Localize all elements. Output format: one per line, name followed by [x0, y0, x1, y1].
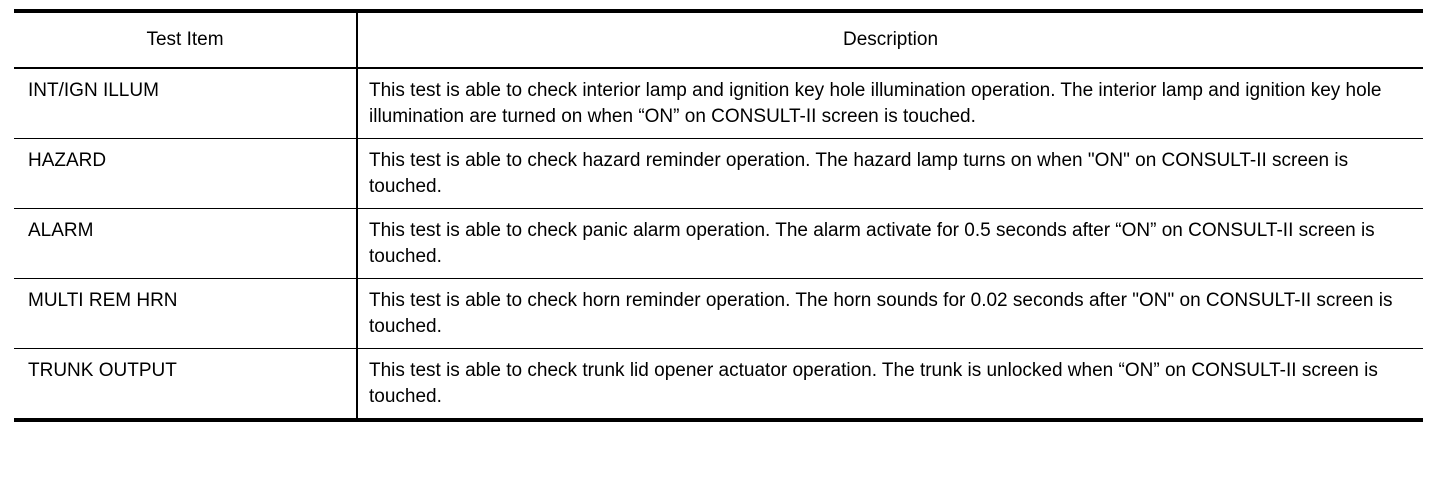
- table-row: [14, 139, 1423, 209]
- test-item-table-container: [14, 9, 1423, 422]
- header-row: [14, 11, 1423, 68]
- header-test-item: Test Item: [14, 11, 357, 68]
- description-cell: This test is able to check horn reminder operation. The horn sounds for 0.02 seconds after "ON" on CONSULT-II screen is touched.: [369, 290, 1393, 337]
- table-row: [14, 209, 1423, 279]
- test-item-cell: HAZARD: [14, 139, 357, 209]
- table-row: [14, 68, 1423, 139]
- table-row: [14, 279, 1423, 349]
- table-body: [14, 68, 1423, 420]
- test-item-cell: ALARM: [14, 209, 357, 279]
- test-item-cell: INT/IGN ILLUM: [14, 68, 357, 139]
- header-description: Description: [842, 29, 939, 50]
- test-item-table: [14, 9, 1423, 422]
- description-cell: This test is able to check panic alarm operation. The alarm activate for 0.5 seconds after “ON” on CONSULT-II screen is touched.: [369, 220, 1375, 267]
- test-item-cell: MULTI REM HRN: [14, 279, 357, 349]
- table-row: [14, 349, 1423, 421]
- table-header: [14, 11, 1423, 68]
- test-item-cell: TRUNK OUTPUT: [14, 349, 357, 421]
- description-cell: This test is able to check trunk lid opener actuator operation. The trunk is unlocked when “ON” on CONSULT-II screen is touched.: [369, 360, 1378, 407]
- description-cell: This test is able to check interior lamp and ignition key hole illumination operation. The interior lamp and ignition key hole illumination are turned on when “ON” on CONSULT-II screen is touched.: [369, 80, 1382, 127]
- description-cell: This test is able to check hazard reminder operation. The hazard lamp turns on when "ON" on CONSULT-II screen is touched.: [369, 150, 1349, 197]
